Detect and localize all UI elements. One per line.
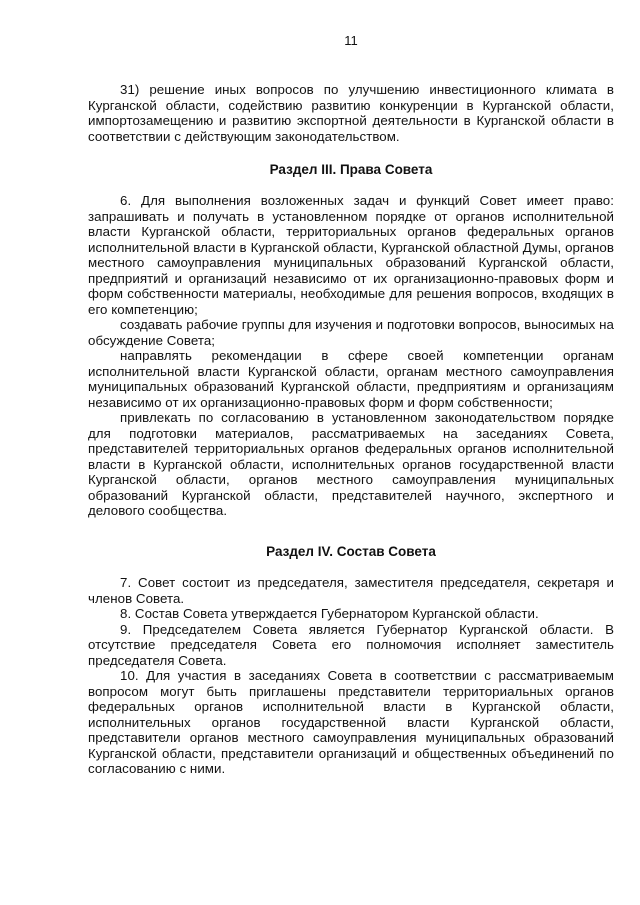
paragraph-recommendations: направлять рекомендации в сфере своей компетенции органам исполнительной власти Курганской области, органам местного самоуправления муниципальных образований Курганской области, предприятиям и организациям независимо от их организационно-правовых форм и форм собственности; — [88, 348, 614, 410]
page-number: 11 — [344, 33, 358, 48]
paragraph-8: 8. Состав Совета утверждается Губернатором Курганской области. — [120, 606, 539, 621]
paragraph-31: 31) решение иных вопросов по улучшению инвестиционного климата в Курганской области, содействию развитию конкуренции в Курганской области, импортозамещению и развитию экспортной деятельности в Курганской области в соответствии с действующим законодательством. — [88, 82, 614, 144]
intro-block — [88, 82, 614, 144]
paragraph-7: 7. Совет состоит из председателя, заместителя председателя, секретаря и членов Совета. — [88, 575, 614, 606]
section-4-heading: Раздел IV. Состав Совета — [266, 544, 436, 559]
paragraph-involve: привлекать по согласованию в установленном законодательством порядке для подготовки материалов, рассматриваемых на заседаниях Совета, представителей территориальных органов федеральных органов исполнительной власти в Курганской области, исполнительных органов государственной власти Курганской области, органов местного самоуправления муниципальных образований Курганской области, представителей научного, экспертного и делового сообщества. — [88, 410, 614, 518]
paragraph-6: 6. Для выполнения возложенных задач и функций Совет имеет право: запрашивать и получать в установленном порядке от органов исполнительной власти Курганской области, территориальных органов федеральных органов исполнительной власти в Курганской области, Курганской областной Думы, органов местного самоуправления муниципальных образований Курганской области, предприятий и организаций независимо от их организационно-правовых форм и форм собственности материалы, необходимые для решения вопросов, входящих в его компетенцию; — [88, 193, 614, 317]
section-3-heading: Раздел III. Права Совета — [269, 162, 433, 177]
paragraph-create-groups: создавать рабочие группы для изучения и подготовки вопросов, выносимых на обсуждение Совета; — [88, 317, 614, 348]
paragraph-10: 10. Для участия в заседаниях Совета в соответствии с рассматриваемым вопросом могут быть приглашены представители территориальных органов федеральных органов исполнительной власти в Курганской области, исполнительных органов государственной власти Курганской области, представители органов местного самоуправления муниципальных образований Курганской области, представители организаций и общественных объединений по согласованию с ними. — [88, 668, 614, 776]
paragraph-9: 9. Председателем Совета является Губернатор Курганской области. В отсутствие председателя Совета его полномочия исполняет заместитель председателя Совета. — [88, 621, 614, 668]
section-3-body — [88, 193, 614, 519]
section-4-body — [88, 575, 614, 777]
